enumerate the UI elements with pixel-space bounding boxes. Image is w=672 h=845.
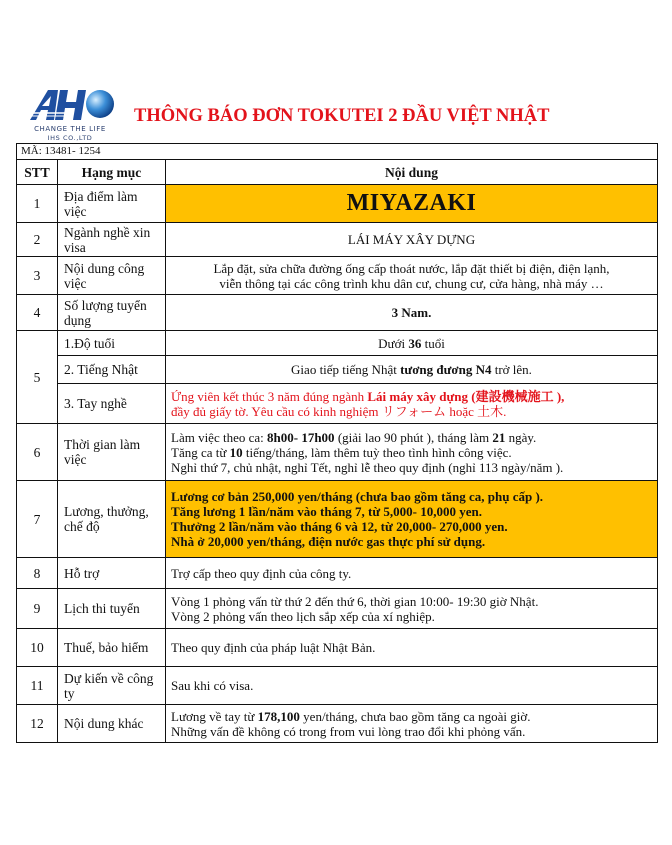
other-notes-line: Những vấn đề không có trong from vui lòng trao đổi khi phỏng vấn. [171, 723, 526, 739]
japanese-text: Giao tiếp tiếng Nhật [291, 362, 401, 377]
age-text: Dưới [378, 335, 409, 351]
row-item: Lịch thi tuyển [58, 589, 166, 629]
japanese-suffix: trở lên. [491, 362, 532, 377]
row-number: 5 [17, 331, 58, 424]
skill-text: Ứng viên kết thúc 3 năm đúng ngành [171, 388, 368, 404]
support: Trợ cấp theo quy định của công ty. [166, 558, 658, 589]
table-row [17, 257, 658, 295]
other-notes-line [171, 709, 652, 724]
skill-line [171, 389, 652, 404]
page-title: THÔNG BÁO ĐƠN TOKUTEI 2 ĐẦU VIỆT NHẬT [134, 106, 550, 126]
row-number: 1 [17, 185, 58, 223]
row-number: 2 [17, 223, 58, 257]
row-item: Thuế, bảo hiểm [58, 629, 166, 667]
text: Làm việc theo ca: [171, 429, 268, 445]
interview-line: Vòng 2 phỏng vấn theo lịch sắp xếp của xí nghiệp. [171, 608, 435, 624]
text: tiếng/tháng, làm thêm tuỳ theo tình hình công việc. [242, 444, 512, 460]
row-item: 3. Tay nghề [58, 384, 166, 424]
working-hours-line: Nghỉ thứ 7, chủ nhật, nghỉ Tết, nghỉ lễ theo quy định (nghỉ 113 ngày/năm ). [171, 459, 564, 475]
table-row [17, 629, 658, 667]
row-item: Thời gian làm việc [58, 424, 166, 481]
row-number: 10 [17, 629, 58, 667]
table-row [17, 667, 658, 705]
order-code: MÃ: 13481- 1254 [17, 144, 658, 160]
logo-tagline: CHANGE THE LIFE [34, 125, 106, 133]
interview-schedule [166, 589, 658, 629]
salary-line: Tăng lương 1 lần/năm vào tháng 7, từ 5,000- 10,000 yen. [171, 504, 483, 519]
row-item: Nội dung công việc [58, 257, 166, 295]
column-header-item: Hạng mục [58, 160, 166, 185]
age-value: 36 [408, 335, 422, 351]
working-hours-line [171, 445, 652, 460]
work-location: MIYAZAKI [166, 185, 658, 223]
table-row [17, 589, 658, 629]
row-item: Địa điểm làm việc [58, 185, 166, 223]
row-number: 8 [17, 558, 58, 589]
row-number: 7 [17, 481, 58, 558]
text: Tăng ca từ [171, 444, 230, 460]
column-header-content: Nội dung [166, 160, 658, 185]
salary-line: Thưởng 2 lần/năm vào tháng 6 và 12, từ 20,000- 270,000 yen. [171, 519, 508, 534]
column-header-stt: STT [17, 160, 58, 185]
row-item: Dự kiến về công ty [58, 667, 166, 705]
logo-company: IHS CO.,LTD [47, 134, 93, 142]
interview-line: Vòng 1 phỏng vấn từ thứ 2 đến thứ 6, thời gian 10:00- 19:30 giờ Nhật. [171, 593, 539, 609]
work-days: 21 [492, 429, 506, 445]
skill-requirement [166, 384, 658, 424]
age-unit: tuổi [421, 335, 445, 351]
text: Lương về tay từ [171, 708, 258, 724]
job-notice-table [16, 143, 658, 743]
japanese-requirement [166, 356, 658, 384]
table-row [17, 331, 658, 356]
working-hours [166, 424, 658, 481]
table-row [17, 481, 658, 558]
row-number: 4 [17, 295, 58, 331]
working-hours-line [171, 430, 652, 445]
salary-line: Lương cơ bản 250,000 yen/tháng (chưa bao gồm tăng ca, phụ cấp ). [171, 489, 544, 504]
header-row [17, 160, 658, 185]
code-row [17, 144, 658, 160]
text: ngày. [505, 429, 537, 445]
row-item: Hỗ trợ [58, 558, 166, 589]
job-category: LÁI MÁY XÂY DỰNG [166, 223, 658, 257]
company-logo [22, 86, 118, 142]
job-description [166, 257, 658, 295]
recruit-quantity: 3 Nam. [166, 295, 658, 331]
overtime-hours: 10 [229, 444, 243, 460]
row-number: 6 [17, 424, 58, 481]
table-row [17, 356, 658, 384]
age-requirement [166, 331, 658, 356]
salary-benefits [166, 481, 658, 558]
row-number: 3 [17, 257, 58, 295]
row-item: Nội dung khác [58, 705, 166, 743]
logo-mark-icon [26, 86, 116, 124]
row-item: 2. Tiếng Nhật [58, 356, 166, 384]
table-row [17, 705, 658, 743]
row-item: Lương, thưởng, chế độ [58, 481, 166, 558]
expected-departure: Sau khi có visa. [166, 667, 658, 705]
table-row [17, 384, 658, 424]
shift-time: 8h00- 17h00 [267, 429, 335, 445]
job-description-line: Lắp đặt, sửa chữa đường ống cấp thoát nước, lắp đặt thiết bị điện, điện lạnh, [213, 260, 610, 276]
job-description-line: viễn thông tại các công trình khu dân cư, chung cư, cửa hàng, nhà máy … [219, 275, 604, 291]
row-number: 12 [17, 705, 58, 743]
table-row [17, 424, 658, 481]
row-item: Số lượng tuyển dụng [58, 295, 166, 331]
salary-line: Nhà ở 20,000 yen/tháng, điện nước gas thực phí sử dụng. [171, 534, 486, 549]
row-item: 1.Độ tuổi [58, 331, 166, 356]
row-number: 11 [17, 667, 58, 705]
table-row [17, 185, 658, 223]
text: (giải lao 90 phút ), tháng làm [334, 429, 493, 445]
skill-line: đầy đủ giấy tờ. Yêu cầu có kinh nghiệm リフォーム hoặc 土木. [171, 403, 507, 419]
table-row [17, 558, 658, 589]
skill-field: Lái máy xây dựng (建設機械施工 ), [367, 388, 565, 404]
row-item: Ngành nghề xin visa [58, 223, 166, 257]
tax-insurance: Theo quy định của pháp luật Nhật Bản. [166, 629, 658, 667]
other-notes [166, 705, 658, 743]
table-row [17, 295, 658, 331]
text: yen/tháng, chưa bao gồm tăng ca ngoài giờ. [299, 708, 531, 724]
table-row [17, 223, 658, 257]
row-number: 9 [17, 589, 58, 629]
japanese-level: tương đương N4 [400, 362, 492, 377]
net-salary: 178,100 [257, 708, 300, 724]
